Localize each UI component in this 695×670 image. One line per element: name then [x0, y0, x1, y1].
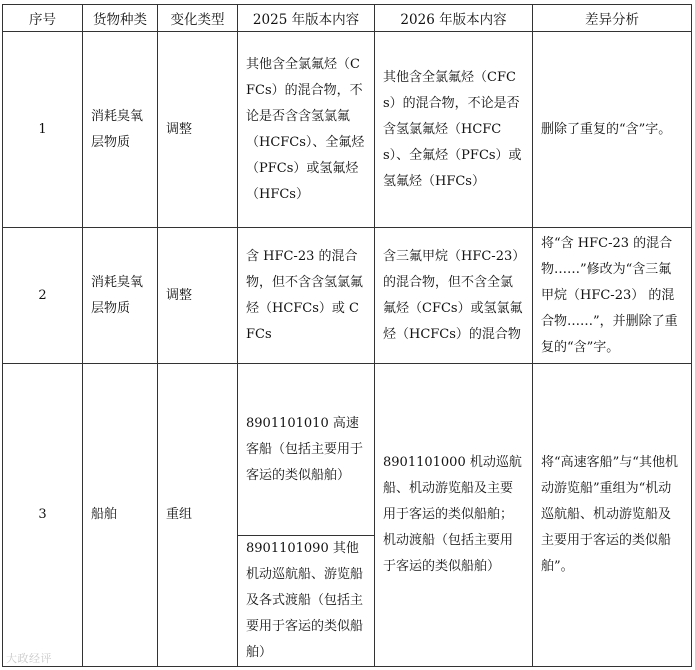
cell-2025-b: 8901101090 其他机动巡航船、游览船及各式渡船（包括主要用于客运的类似船舶） — [238, 536, 375, 667]
cell-no: 3 — [3, 364, 83, 667]
header-no: 序号 — [3, 5, 83, 32]
header-change: 变化类型 — [158, 5, 238, 32]
table-row — [3, 364, 692, 536]
comparison-table — [2, 4, 692, 667]
cell-change: 调整 — [158, 228, 238, 364]
table-row — [3, 32, 692, 228]
header-2025: 2025 年版本内容 — [238, 5, 375, 32]
cell-no: 1 — [3, 32, 83, 228]
cell-2025: 含 HFC-23 的混合物，但不含含氢氯氟烃（HCFCs）或 CFCs — [238, 228, 375, 364]
cell-change: 重组 — [158, 364, 238, 667]
cell-diff: 将“含 HFC-23 的混合物……”修改为“含三氟甲烷（HFC-23） 的混合物……”，并删除了重复的“含”字。 — [533, 228, 692, 364]
cell-diff: 删除了重复的“含”字。 — [533, 32, 692, 228]
watermark: 大政经评 — [6, 652, 52, 665]
header-goods: 货物种类 — [83, 5, 158, 32]
cell-2026: 其他含全氯氟烃（CFCs）的混合物，不论是否含氢氯氟烃（HCFCs）、全氟烃（PFCs）或氢氟烃（HFCs） — [375, 32, 533, 228]
cell-2026: 8901101000 机动巡航船、机动游览船及主要用于客运的类似船舶；机动渡船（包括主要用于客运的类似船舶） — [375, 364, 533, 667]
cell-2025: 其他含全氯氟烃（CFCs）的混合物，不论是否含含氢氯氟（HCFCs）、全氟烃（PFCs）或氢氟烃（HFCs） — [238, 32, 375, 228]
cell-diff: 将“高速客船”与“其他机动游览船”重组为“机动巡航船、机动游览船及主要用于客运的类似船舶”。 — [533, 364, 692, 667]
cell-change: 调整 — [158, 32, 238, 228]
header-row — [3, 5, 692, 32]
cell-goods: 消耗臭氧层物质 — [83, 32, 158, 228]
cell-no: 2 — [3, 228, 83, 364]
cell-2026: 含三氟甲烷（HFC-23）的混合物，但不含全氯氟烃（CFCs）或氢氯氟烃（HCFCs）的混合物 — [375, 228, 533, 364]
cell-goods: 船舶 — [83, 364, 158, 667]
header-2026: 2026 年版本内容 — [375, 5, 533, 32]
table-row — [3, 228, 692, 364]
cell-goods: 消耗臭氧层物质 — [83, 228, 158, 364]
cell-2025-a: 8901101010 高速客船（包括主要用于客运的类似船舶） — [238, 364, 375, 536]
header-diff: 差异分析 — [533, 5, 692, 32]
